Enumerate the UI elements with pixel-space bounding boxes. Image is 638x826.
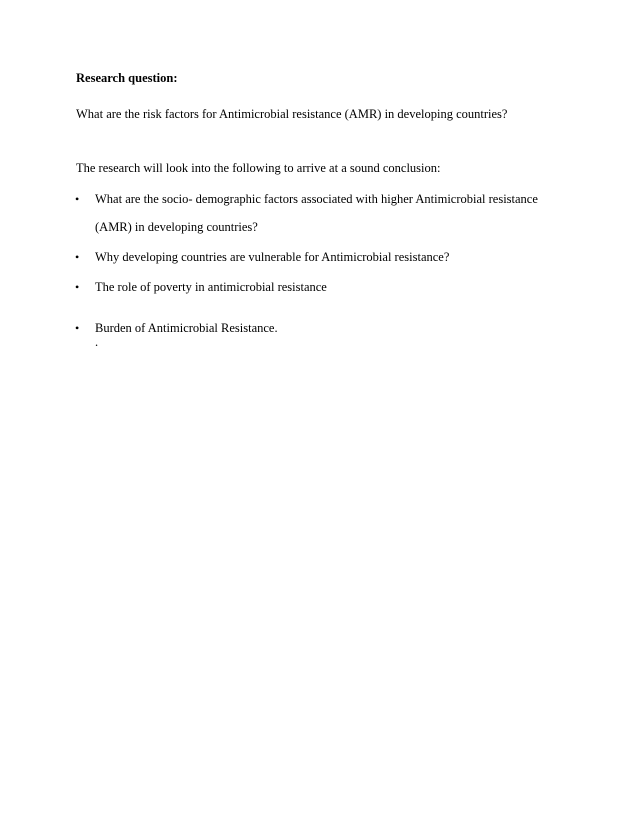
research-question-text: What are the risk factors for Antimicrobial resistance (AMR) in developing countries? bbox=[76, 107, 508, 121]
bullet-icon: • bbox=[75, 280, 80, 294]
list-item-1-line-2: (AMR) in developing countries? bbox=[95, 220, 258, 234]
list-item-2: Why developing countries are vulnerable for Antimicrobial resistance? bbox=[95, 250, 450, 264]
bullet-icon: • bbox=[75, 321, 80, 335]
bullet-icon: • bbox=[75, 192, 80, 206]
list-item-1-line-1: What are the socio- demographic factors associated with higher Antimicrobial resistance bbox=[95, 192, 538, 206]
section-heading: Research question: bbox=[76, 71, 178, 85]
trailing-period: . bbox=[95, 335, 99, 349]
intro-paragraph: The research will look into the following to arrive at a sound conclusion: bbox=[76, 161, 441, 175]
list-item-4: Burden of Antimicrobial Resistance. bbox=[95, 321, 278, 335]
bullet-icon: • bbox=[75, 250, 80, 264]
list-item-3: The role of poverty in antimicrobial resistance bbox=[95, 280, 327, 294]
